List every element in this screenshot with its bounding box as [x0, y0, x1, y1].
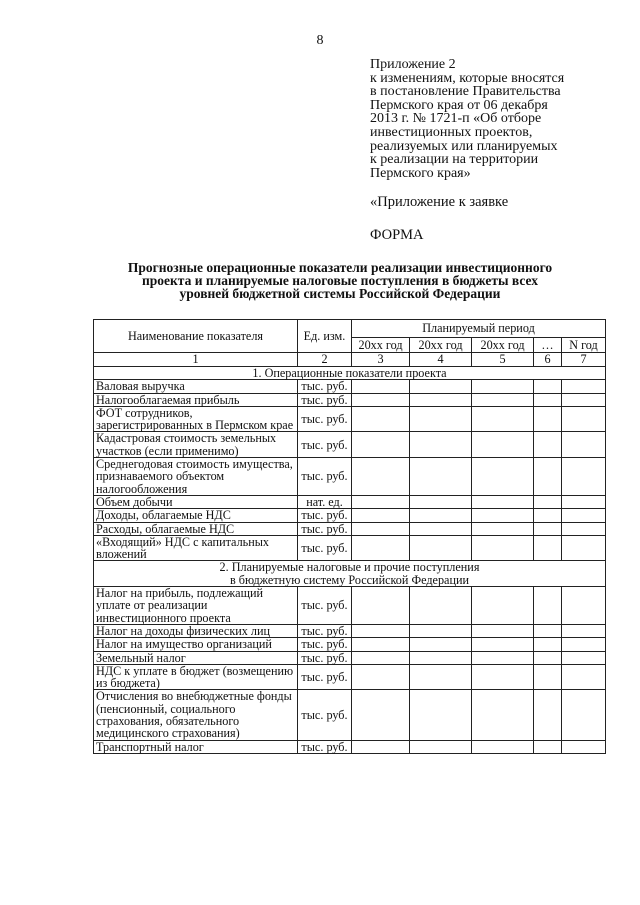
form-label: ФОРМА	[370, 227, 424, 243]
indicator-name: Валовая выручка	[94, 380, 298, 393]
indicator-name: ФОТ сотрудников, зарегистрированных в Пермском крае	[94, 406, 298, 432]
value-cell	[472, 638, 534, 651]
value-cell	[562, 651, 606, 664]
value-cell	[472, 406, 534, 432]
column-index: 5	[472, 353, 534, 367]
indicator-name: Налогооблагаемая прибыль	[94, 393, 298, 406]
table-row	[94, 624, 606, 637]
table-row	[94, 380, 606, 393]
index-row	[94, 353, 606, 367]
table-row	[94, 495, 606, 508]
value-cell	[352, 380, 410, 393]
value-cell	[410, 458, 472, 496]
value-cell	[352, 587, 410, 625]
period-column-header: N год	[562, 338, 606, 353]
value-cell	[534, 664, 562, 690]
section-title	[94, 367, 606, 380]
value-cell	[472, 690, 534, 740]
value-cell	[534, 651, 562, 664]
table-row	[94, 509, 606, 522]
indicator-name: Налог на имущество организаций	[94, 638, 298, 651]
value-cell	[352, 495, 410, 508]
indicator-unit: тыс. руб.	[298, 522, 352, 535]
indicator-unit: тыс. руб.	[298, 651, 352, 664]
table-row	[94, 664, 606, 690]
value-cell	[472, 624, 534, 637]
value-cell	[410, 664, 472, 690]
value-cell	[562, 664, 606, 690]
value-cell	[410, 740, 472, 753]
attachment-label: «Приложение к заявке	[370, 194, 509, 210]
value-cell	[410, 624, 472, 637]
value-cell	[562, 587, 606, 625]
value-cell	[562, 740, 606, 753]
value-cell	[534, 587, 562, 625]
appendix-line: Пермского края»	[370, 165, 471, 181]
indicator-unit: тыс. руб.	[298, 380, 352, 393]
value-cell	[534, 624, 562, 637]
indicator-name: НДС к уплате в бюджет (возмещению из бюджета)	[94, 664, 298, 690]
value-cell	[410, 587, 472, 625]
value-cell	[410, 393, 472, 406]
indicator-unit: тыс. руб.	[298, 587, 352, 625]
value-cell	[352, 406, 410, 432]
value-cell	[534, 406, 562, 432]
period-column-header: …	[534, 338, 562, 353]
section-title-line: 1. Операционные показатели проекта	[252, 366, 447, 380]
appendix-line: Пермского края от 06 декабря	[370, 97, 548, 113]
value-cell	[472, 393, 534, 406]
value-cell	[534, 535, 562, 561]
table-row	[94, 393, 606, 406]
header-unit: Ед. изм.	[298, 320, 352, 353]
value-cell	[472, 432, 534, 458]
value-cell	[472, 664, 534, 690]
section-title-line: 2. Планируемые налоговые и прочие поступления	[219, 560, 480, 575]
value-cell	[472, 380, 534, 393]
value-cell	[472, 587, 534, 625]
value-cell	[534, 690, 562, 740]
section-row	[94, 367, 606, 380]
value-cell	[410, 638, 472, 651]
value-cell	[562, 406, 606, 432]
table-row	[94, 432, 606, 458]
value-cell	[352, 535, 410, 561]
value-cell	[534, 509, 562, 522]
value-cell	[534, 740, 562, 753]
header-name: Наименование показателя	[94, 320, 298, 353]
value-cell	[410, 535, 472, 561]
indicator-unit: тыс. руб.	[298, 509, 352, 522]
indicator-name: Доходы, облагаемые НДС	[94, 509, 298, 522]
column-index: 4	[410, 353, 472, 367]
indicator-unit: тыс. руб.	[298, 535, 352, 561]
indicator-unit: тыс. руб.	[298, 393, 352, 406]
value-cell	[562, 522, 606, 535]
indicator-unit: тыс. руб.	[298, 690, 352, 740]
indicator-name: Земельный налог	[94, 651, 298, 664]
indicator-name: Налог на доходы физических лиц	[94, 624, 298, 637]
table-body	[94, 353, 606, 754]
table-row	[94, 690, 606, 740]
value-cell	[352, 432, 410, 458]
period-column-header: 20хх год	[410, 338, 472, 353]
indicator-name: Транспортный налог	[94, 740, 298, 753]
appendix-line: Приложение 2	[370, 57, 456, 72]
form-title-line: проекта и планируемые налоговые поступления в бюджеты всех	[141, 273, 538, 288]
indicators-table	[93, 319, 606, 754]
value-cell	[352, 624, 410, 637]
value-cell	[562, 432, 606, 458]
value-cell	[472, 651, 534, 664]
value-cell	[534, 393, 562, 406]
value-cell	[562, 458, 606, 496]
value-cell	[472, 535, 534, 561]
appendix-line: к изменениям, которые вносятся	[370, 70, 565, 86]
value-cell	[352, 458, 410, 496]
indicator-unit: тыс. руб.	[298, 406, 352, 432]
column-index: 1	[94, 353, 298, 367]
value-cell	[410, 522, 472, 535]
appendix-line: реализуемых или планируемых	[370, 138, 558, 154]
column-index: 7	[562, 353, 606, 367]
form-title	[80, 261, 600, 300]
value-cell	[410, 509, 472, 522]
indicator-name: Объем добычи	[94, 495, 298, 508]
value-cell	[472, 495, 534, 508]
column-index: 6	[534, 353, 562, 367]
value-cell	[534, 432, 562, 458]
value-cell	[472, 458, 534, 496]
period-column-header: 20хх год	[472, 338, 534, 353]
value-cell	[410, 651, 472, 664]
value-cell	[534, 380, 562, 393]
indicator-name: «Входящий» НДС с капитальных вложений	[94, 535, 298, 561]
indicator-unit: тыс. руб.	[298, 624, 352, 637]
value-cell	[352, 522, 410, 535]
appendix-note	[370, 58, 620, 180]
value-cell	[352, 740, 410, 753]
value-cell	[534, 458, 562, 496]
table-row	[94, 587, 606, 625]
value-cell	[410, 432, 472, 458]
section-row	[94, 561, 606, 587]
indicator-name: Налог на прибыль, подлежащий уплате от реализации инвестиционного проекта	[94, 587, 298, 625]
indicator-unit: нат. ед.	[298, 495, 352, 508]
indicator-unit: тыс. руб.	[298, 638, 352, 651]
header-period: Планируемый период	[352, 320, 606, 338]
value-cell	[352, 393, 410, 406]
value-cell	[410, 690, 472, 740]
appendix-line: инвестиционных проектов,	[370, 124, 533, 140]
appendix-line: к реализации на территории	[370, 152, 539, 168]
value-cell	[562, 393, 606, 406]
value-cell	[562, 624, 606, 637]
section-title-line: в бюджетную систему Российской Федерации	[229, 572, 470, 587]
table-row	[94, 458, 606, 496]
value-cell	[352, 664, 410, 690]
table-row	[94, 638, 606, 651]
value-cell	[534, 638, 562, 651]
appendix-line: 2013 г. № 1721-п «Об отборе	[370, 111, 542, 127]
indicator-unit: тыс. руб.	[298, 664, 352, 690]
value-cell	[472, 522, 534, 535]
indicator-name: Среднегодовая стоимость имущества, признаваемого объектом налогообложения	[94, 458, 298, 496]
value-cell	[472, 509, 534, 522]
appendix-line: в постановление Правительства	[370, 84, 561, 100]
table-row	[94, 651, 606, 664]
value-cell	[352, 638, 410, 651]
form-title-line: уровней бюджетной системы Российской Федерации	[179, 286, 501, 301]
table-row	[94, 740, 606, 753]
value-cell	[534, 495, 562, 508]
value-cell	[562, 495, 606, 508]
value-cell	[472, 740, 534, 753]
table-row	[94, 522, 606, 535]
value-cell	[562, 509, 606, 522]
table-row	[94, 406, 606, 432]
table-row	[94, 535, 606, 561]
value-cell	[562, 638, 606, 651]
value-cell	[410, 406, 472, 432]
value-cell	[534, 522, 562, 535]
indicator-name: Отчисления во внебюджетные фонды (пенсионный, социального страхования, обязательного медицинского страхования)	[94, 690, 298, 740]
column-index: 2	[298, 353, 352, 367]
section-title	[94, 561, 606, 587]
value-cell	[352, 509, 410, 522]
form-title-line: Прогнозные операционные показатели реализации инвестиционного	[127, 260, 553, 275]
column-index: 3	[352, 353, 410, 367]
indicator-name: Расходы, облагаемые НДС	[94, 522, 298, 535]
value-cell	[352, 690, 410, 740]
indicator-unit: тыс. руб.	[298, 432, 352, 458]
indicator-unit: тыс. руб.	[298, 740, 352, 753]
value-cell	[410, 495, 472, 508]
period-column-header: 20хх год	[352, 338, 410, 353]
value-cell	[352, 651, 410, 664]
page-number: 8	[316, 33, 324, 48]
value-cell	[410, 380, 472, 393]
indicator-unit: тыс. руб.	[298, 458, 352, 496]
indicator-name: Кадастровая стоимость земельных участков (если применимо)	[94, 432, 298, 458]
value-cell	[562, 380, 606, 393]
value-cell	[562, 535, 606, 561]
value-cell	[562, 690, 606, 740]
